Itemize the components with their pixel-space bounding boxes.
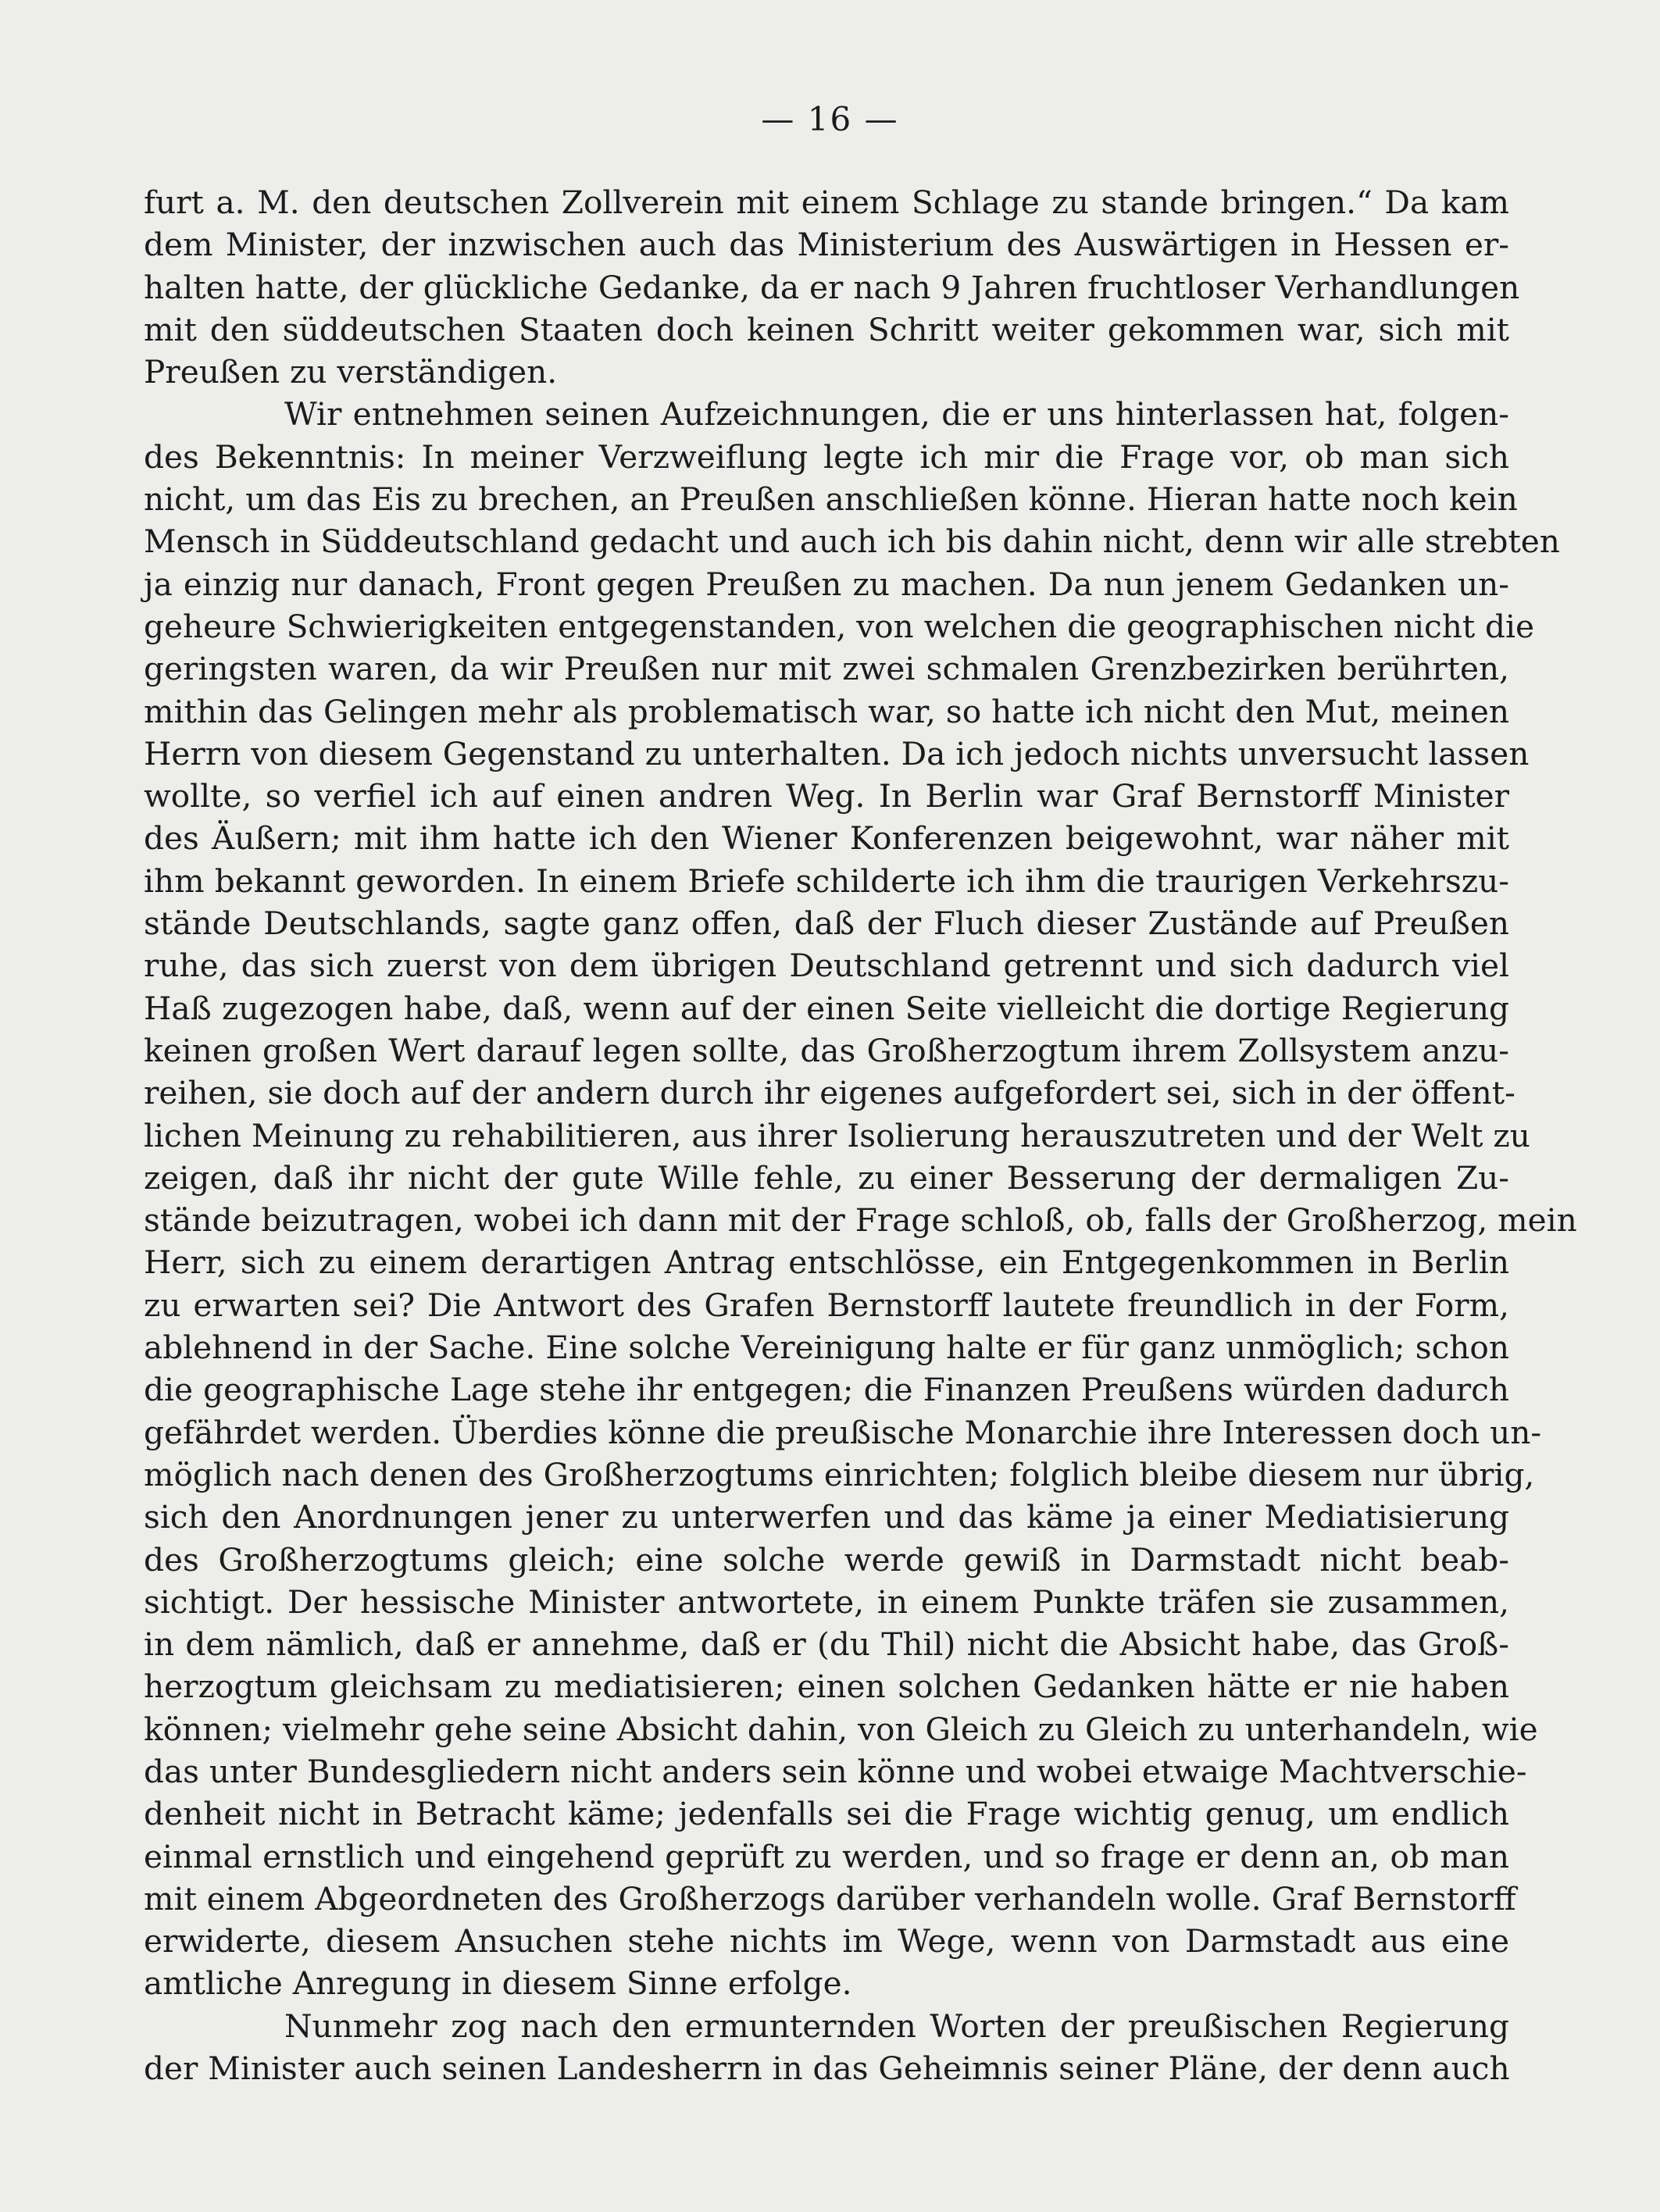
text-line: können; vielmehr gehe seine Absicht dahin, von Gleich zu Gleich zu unterhandeln, wie [144,1710,1538,1748]
text-line: amtliche Anregung in diesem Sinne erfolge. [144,1964,852,2003]
text-line: Herr, sich zu einem derartigen Antrag entschlösse, ein Entgegenkommen in Berlin [144,1243,1509,1282]
text-line: ruhe, das sich zuerst von dem übrigen Deutschland getrennt und sich dadurch viel [144,947,1509,985]
text-line: geringsten waren, da wir Preußen nur mit zwei schmalen Grenzbezirken berührten, [144,650,1509,688]
text-line: ihm bekannt geworden. In einem Briefe schilderte ich ihm die traurigen Verkehrszu- [144,862,1509,900]
text-line: reihen, sie doch auf der andern durch ihr eigenes aufgefordert sei, sich in der öffent- [144,1074,1515,1112]
text-line: ja einzig nur danach, Front gegen Preußen zu machen. Da nun jenem Gedanken un- [144,565,1509,603]
text-line: stände Deutschlands, sagte ganz offen, daß der Fluch dieser Zustände auf Preußen [144,904,1509,943]
text-line: ablehnend in der Sache. Eine solche Vereinigung halte er für ganz unmöglich; schon [144,1329,1509,1367]
text-line: dem Minister, der inzwischen auch das Ministerium des Auswärtigen in Hessen er- [144,226,1509,264]
page-number: — 16 — [761,100,899,138]
text-line: des Äußern; mit ihm hatte ich den Wiener Konferenzen beigewohnt, war näher mit [144,819,1509,858]
text-line: stände beizutragen, wobei ich dann mit der Frage schloß, ob, falls der Großherzog, mein [144,1201,1577,1240]
text-line: der Minister auch seinen Landesherrn in das Geheimnis seiner Pläne, der denn auch [144,2050,1510,2088]
text-line: sichtigt. Der hessische Minister antwortete, in einem Punkte träfen sie zusammen, [144,1582,1509,1621]
text-line: einmal ernstlich und eingehend geprüft zu werden, und so frage er denn an, ob man [144,1837,1509,1875]
text-line: in dem nämlich, daß er annehme, daß er (du Thil) nicht die Absicht habe, das Groß- [144,1625,1509,1664]
text-line: geheure Schwierigkeiten entgegenstanden, von welchen die geographischen nicht die [144,607,1535,645]
text-line: keinen großen Wert darauf legen sollte, das Großherzogtum ihrem Zollsystem anzu- [144,1031,1509,1069]
text-line: herzogtum gleichsam zu mediatisieren; einen solchen Gedanken hätte er nie haben [144,1668,1509,1706]
text-line: mit den süddeutschen Staaten doch keinen Schritt weiter gekommen war, sich mit [144,310,1509,348]
text-line: nicht, um das Eis zu brechen, an Preußen anschließen könne. Hieran hatte noch kein [144,480,1518,519]
text-line: des Großherzogtums gleich; eine solche werde gewiß in Darmstadt nicht beab- [144,1540,1509,1579]
text-line: Wir entnehmen seinen Aufzeichnungen, die er uns hinterlassen hat, folgen- [284,395,1509,433]
text-line: wollte, so verfiel ich auf einen andren Weg. In Berlin war Graf Bernstorff Minister [144,777,1509,815]
text-line: das unter Bundesgliedern nicht anders sein könne und wobei etwaige Machtverschie- [144,1752,1527,1790]
body-text [144,181,1577,2089]
text-line: mithin das Gelingen mehr als problematisch war, so hatte ich nicht den Mut, meinen [144,692,1509,730]
text-line: Mensch in Süddeutschland gedacht und auch ich bis dahin nicht, denn wir alle strebten [144,523,1560,561]
text-line: sich den Anordnungen jener zu unterwerfen und das käme ja einer Mediatisierung [144,1498,1509,1536]
text-line: zu erwarten sei? Die Antwort des Grafen Bernstorff lautete freundlich in der Form, [144,1286,1509,1324]
text-line: lichen Meinung zu rehabilitieren, aus ihrer Isolierung herauszutreten und der Welt zu [144,1116,1530,1154]
text-line: furt a. M. den deutschen Zollverein mit einem Schlage zu stande bringen.“ Da kam [144,184,1509,221]
text-line: gefährdet werden. Überdies könne die preußische Monarchie ihre Interessen doch un- [144,1413,1542,1451]
text-line: Herrn von diesem Gegenstand zu unterhalten. Da ich jedoch nichts unversucht lassen [144,734,1530,772]
text-line: des Bekenntnis: In meiner Verzweiflung legte ich mir die Frage vor, ob man sich [144,437,1509,476]
text-line: die geographische Lage stehe ihr entgegen; die Finanzen Preußens würden dadurch [144,1371,1509,1409]
text-line: möglich nach denen des Großherzogtums einrichten; folglich bleibe diesem nur übrig, [144,1455,1535,1493]
text-line: erwiderte, diesem Ansuchen stehe nichts im Wege, wenn von Darmstadt aus eine [144,1922,1509,1960]
text-line: Haß zugezogen habe, daß, wenn auf der einen Seite vielleicht die dortige Regierung [144,989,1509,1027]
text-line: denheit nicht in Betracht käme; jedenfalls sei die Frage wichtig genug, um endlich [144,1795,1509,1833]
text-line: zeigen, daß ihr nicht der gute Wille fehle, zu einer Besserung der dermaligen Zu- [144,1158,1509,1197]
text-line: mit einem Abgeordneten des Großherzogs darüber verhandeln wolle. Graf Bernstorff [144,1879,1516,1918]
text-line: Nunmehr zog nach den ermunternden Worten der preußischen Regierung [284,2007,1509,2045]
text-line: halten hatte, der glückliche Gedanke, da er nach 9 Jahren fruchtloser Verhandlungen [144,268,1520,306]
text-line: Preußen zu verständigen. [144,353,558,391]
